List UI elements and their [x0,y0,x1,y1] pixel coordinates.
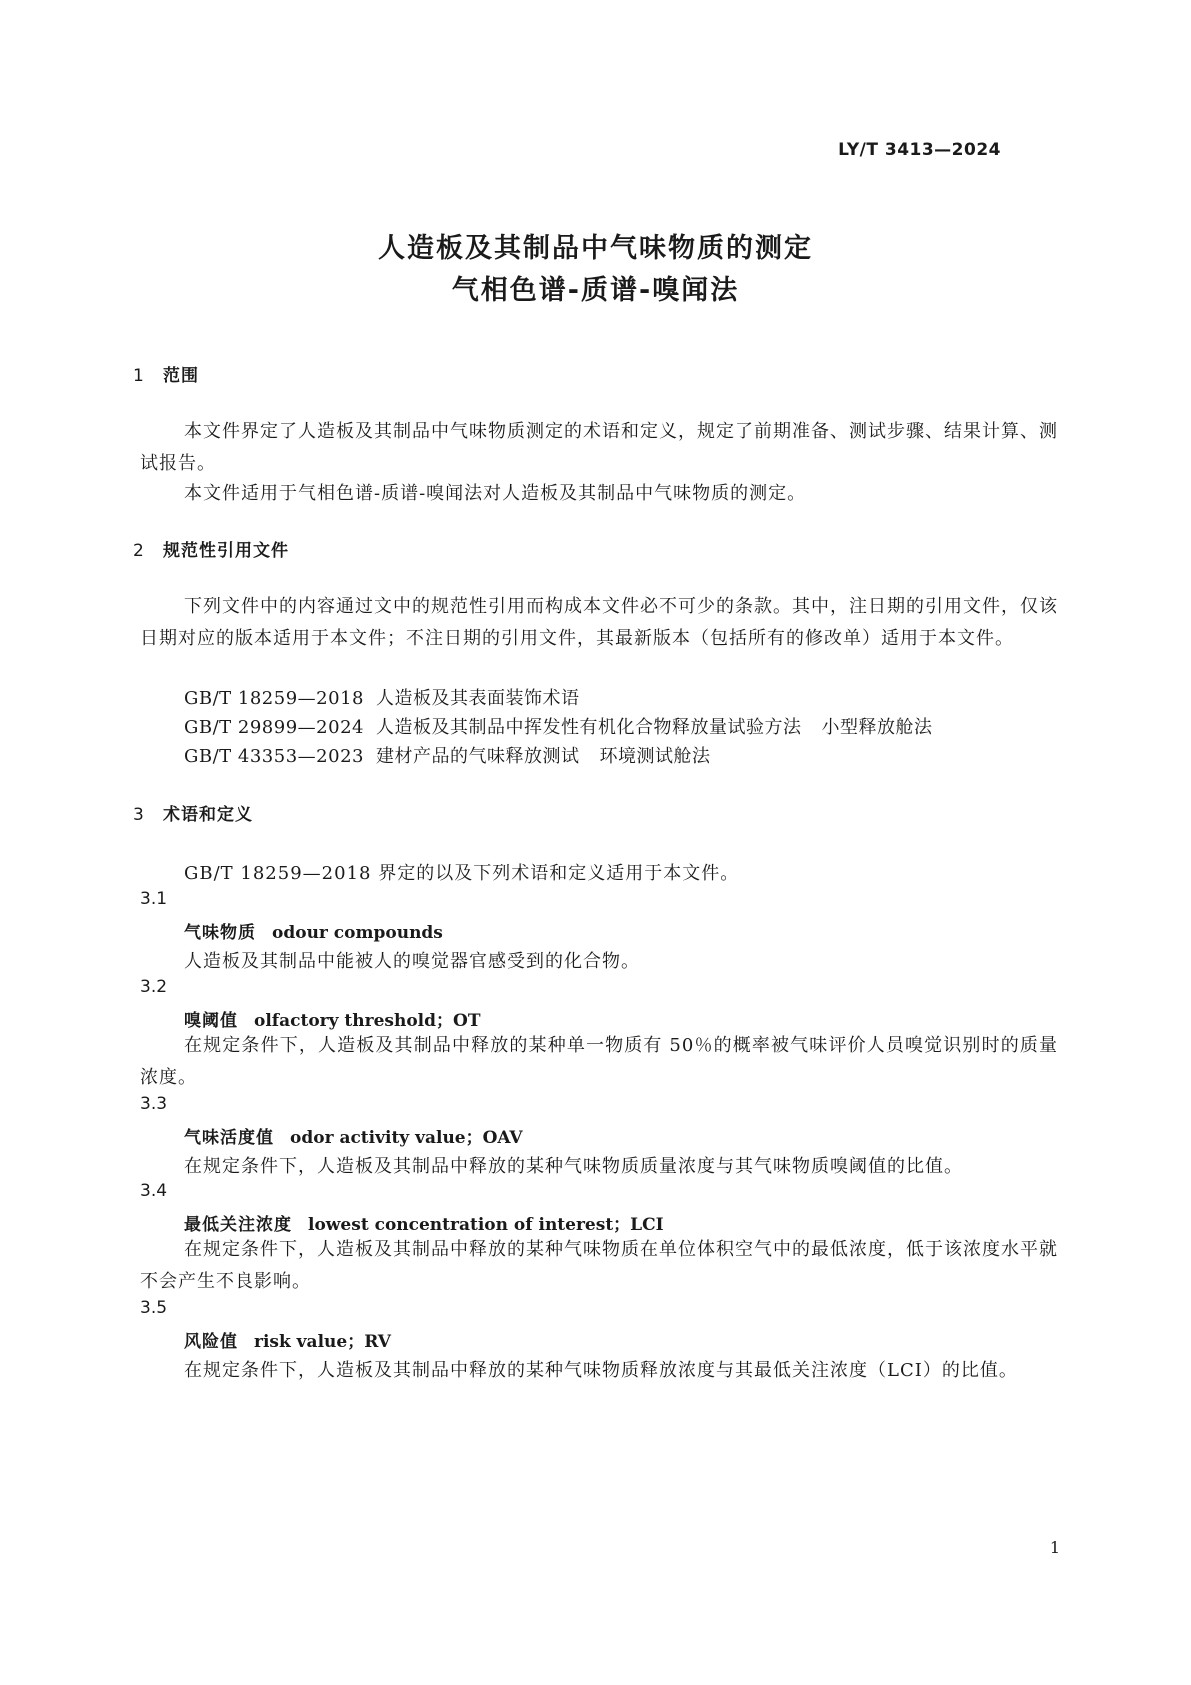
term-en: odour compounds [272,923,443,943]
section-number: 3 [133,805,145,825]
standard-code: LY/T 3413—2024 [838,140,1001,160]
reference-item [184,684,580,710]
reference-code: GB/T 18259—2018 [184,688,364,709]
reference-title: 建材产品的气味释放测试 [376,746,580,767]
section-title: 术语和定义 [163,805,253,825]
reference-subtitle: 环境测试舱法 [599,746,711,767]
term-en: odor activity value；OAV [290,1128,523,1148]
document-title-line-1: 人造板及其制品中气味物质的测定 [378,233,813,264]
term-zh: 气味物质 [184,923,256,943]
term-zh: 气味活度值 [184,1128,274,1148]
section-1-paragraph-2: 本文件适用于气相色谱-质谱-嗅闻法对人造板及其制品中气味物质的测定。 [184,483,807,504]
term-number: 3.2 [140,977,168,997]
term-heading [184,1210,664,1235]
term-definition: 在规定条件下，人造板及其制品中释放的某种气味物质释放浓度与其最低关注浓度（LCI）的比值。 [184,1360,1018,1381]
reference-item [184,713,933,739]
reference-title: 人造板及其表面装饰术语 [376,688,580,709]
term-number: 3.3 [140,1094,168,1114]
term-heading [184,1006,480,1031]
section-3-heading [133,800,253,825]
term-en: risk value；RV [254,1332,391,1352]
reference-subtitle: 小型释放舱法 [821,717,933,738]
section-number: 2 [133,541,145,561]
term-heading [184,1327,391,1352]
term-number: 3.1 [140,889,168,909]
section-title: 规范性引用文件 [163,541,289,561]
term-zh: 风险值 [184,1332,238,1352]
section-3-intro: GB/T 18259—2018 界定的以及下列术语和定义适用于本文件。 [184,863,740,884]
term-en: lowest concentration of interest；LCI [308,1215,664,1235]
document-title-line-2: 气相色谱-质谱-嗅闻法 [451,275,740,306]
section-number: 1 [133,366,145,386]
term-definition: 在规定条件下，人造板及其制品中释放的某种气味物质质量浓度与其气味物质嗅阈值的比值。 [184,1156,963,1177]
reference-code: GB/T 29899—2024 [184,717,364,738]
section-2-heading [133,536,289,561]
term-number: 3.4 [140,1181,168,1201]
page-number: 1 [1049,1538,1060,1557]
term-definition: 在规定条件下，人造板及其制品中释放的某种气味物质在单位体积空气中的最低浓度，低于该浓度水平就不会产生不良影响。 [140,1239,1058,1292]
term-zh: 最低关注浓度 [184,1215,292,1235]
term-en: olfactory threshold；OT [254,1011,481,1031]
term-definition: 在规定条件下，人造板及其制品中释放的某种单一物质有 50％的概率被气味评价人员嗅觉识别时的质量浓度。 [140,1035,1058,1088]
reference-code: GB/T 43353—2023 [184,746,364,767]
term-number: 3.5 [140,1298,168,1318]
section-1-heading [133,361,199,386]
section-2-paragraph-1: 下列文件中的内容通过文中的规范性引用而构成本文件必不可少的条款。其中，注日期的引用文件，仅该日期对应的版本适用于本文件；不注日期的引用文件，其最新版本（包括所有的修改单）适用于本文件。 [140,596,1058,649]
term-heading [184,918,443,943]
reference-item [184,742,711,768]
reference-title: 人造板及其制品中挥发性有机化合物释放量试验方法 [376,717,802,738]
term-zh: 嗅阈值 [184,1011,238,1031]
term-heading [184,1123,523,1148]
section-title: 范围 [163,366,199,386]
term-definition: 人造板及其制品中能被人的嗅觉器官感受到的化合物。 [184,951,640,972]
section-1-paragraph-1: 本文件界定了人造板及其制品中气味物质测定的术语和定义，规定了前期准备、测试步骤、结果计算、测试报告。 [140,421,1058,474]
